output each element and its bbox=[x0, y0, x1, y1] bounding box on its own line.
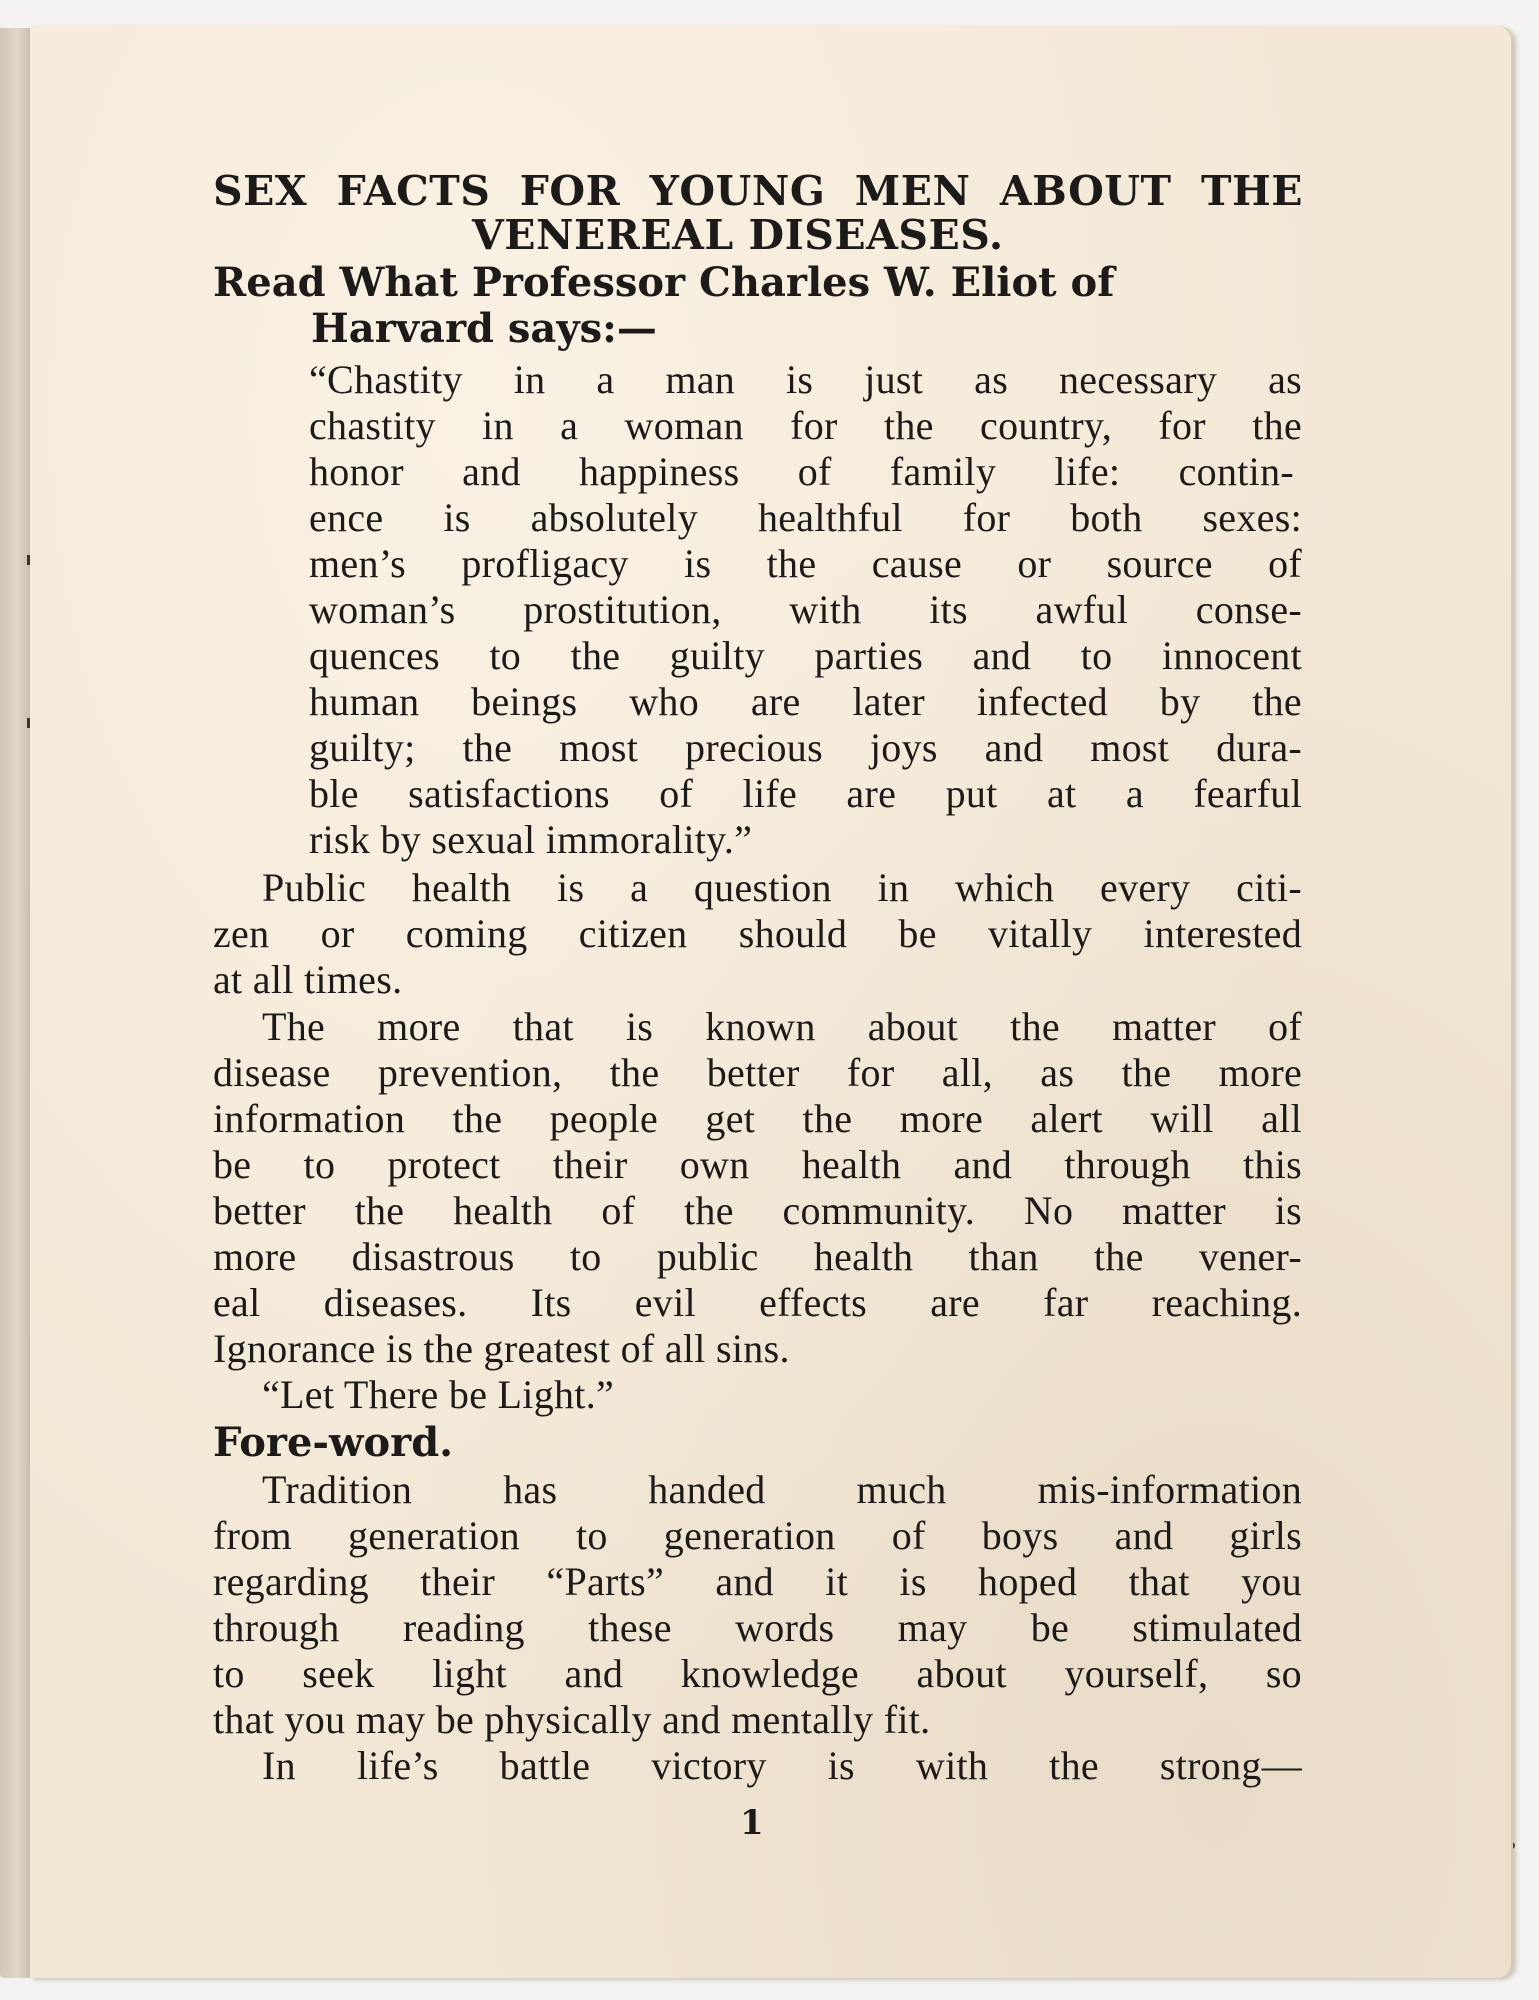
paragraph-line: In life’s battle victory is with the strong— bbox=[262, 1743, 1302, 1788]
paragraph-line: eal diseases. Its evil effects are far reaching. bbox=[213, 1280, 1302, 1325]
page-number: 1 bbox=[740, 1803, 764, 1843]
section-heading-foreword: Fore-word. bbox=[213, 1419, 454, 1466]
quote-line: honor and happiness of family life: contin- bbox=[309, 449, 1294, 494]
paragraph-line: be to protect their own health and through this bbox=[213, 1142, 1302, 1187]
quote-line: men’s profligacy is the cause or source of bbox=[309, 541, 1302, 586]
paragraph-line: through reading these words may be stimulated bbox=[213, 1605, 1302, 1650]
paragraph-line: at all times. bbox=[213, 957, 403, 1002]
paragraph-line: more disastrous to public health than the vener- bbox=[213, 1234, 1302, 1279]
subheading-line-2: Harvard says:— bbox=[311, 305, 657, 352]
paragraph-line: information the people get the more alert will all bbox=[213, 1096, 1302, 1141]
paragraph-line: zen or coming citizen should be vitally interested bbox=[213, 911, 1302, 956]
quote-line: quences to the guilty parties and to innocent bbox=[309, 633, 1302, 678]
paragraph-line: from generation to generation of boys and girls bbox=[213, 1513, 1302, 1558]
paragraph-line: that you may be physically and mentally fit. bbox=[213, 1697, 931, 1742]
paragraph-line: better the health of the community. No matter is bbox=[213, 1188, 1302, 1233]
subheading-line-1: Read What Professor Charles W. Eliot of bbox=[213, 259, 1115, 306]
paragraph-line: regarding their “Parts” and it is hoped that you bbox=[213, 1559, 1302, 1604]
quote-line: “Chastity in a man is just as necessary as bbox=[309, 357, 1302, 402]
motto: “Let There be Light.” bbox=[262, 1372, 615, 1417]
quote-line: ence is absolutely healthful for both sexes: bbox=[309, 495, 1302, 540]
paragraph-line: The more that is known about the matter of bbox=[262, 1004, 1302, 1049]
paragraph-line: Tradition has handed much mis-information bbox=[262, 1467, 1302, 1512]
paragraph-line: disease prevention, the better for all, as the more bbox=[213, 1050, 1302, 1095]
paragraph-line: Public health is a question in which every citi- bbox=[262, 865, 1302, 910]
quote-line: chastity in a woman for the country, for the bbox=[309, 403, 1302, 448]
previous-page-edge bbox=[0, 28, 30, 1978]
quote-line: woman’s prostitution, with its awful conse- bbox=[309, 587, 1302, 632]
title-line-2: VENEREAL DISEASES. bbox=[472, 211, 1004, 259]
paragraph-line: Ignorance is the greatest of all sins. bbox=[213, 1326, 790, 1371]
quote-line: guilty; the most precious joys and most dura- bbox=[309, 725, 1302, 770]
quote-line: risk by sexual immorality.” bbox=[309, 817, 753, 862]
quote-line: ble satisfactions of life are put at a fearful bbox=[309, 771, 1302, 816]
quote-line: human beings who are later infected by the bbox=[309, 679, 1302, 724]
title-line-1: SEX FACTS FOR YOUNG MEN ABOUT THE bbox=[213, 167, 1303, 215]
paragraph-line: to seek light and knowledge about yourself, so bbox=[213, 1651, 1302, 1696]
